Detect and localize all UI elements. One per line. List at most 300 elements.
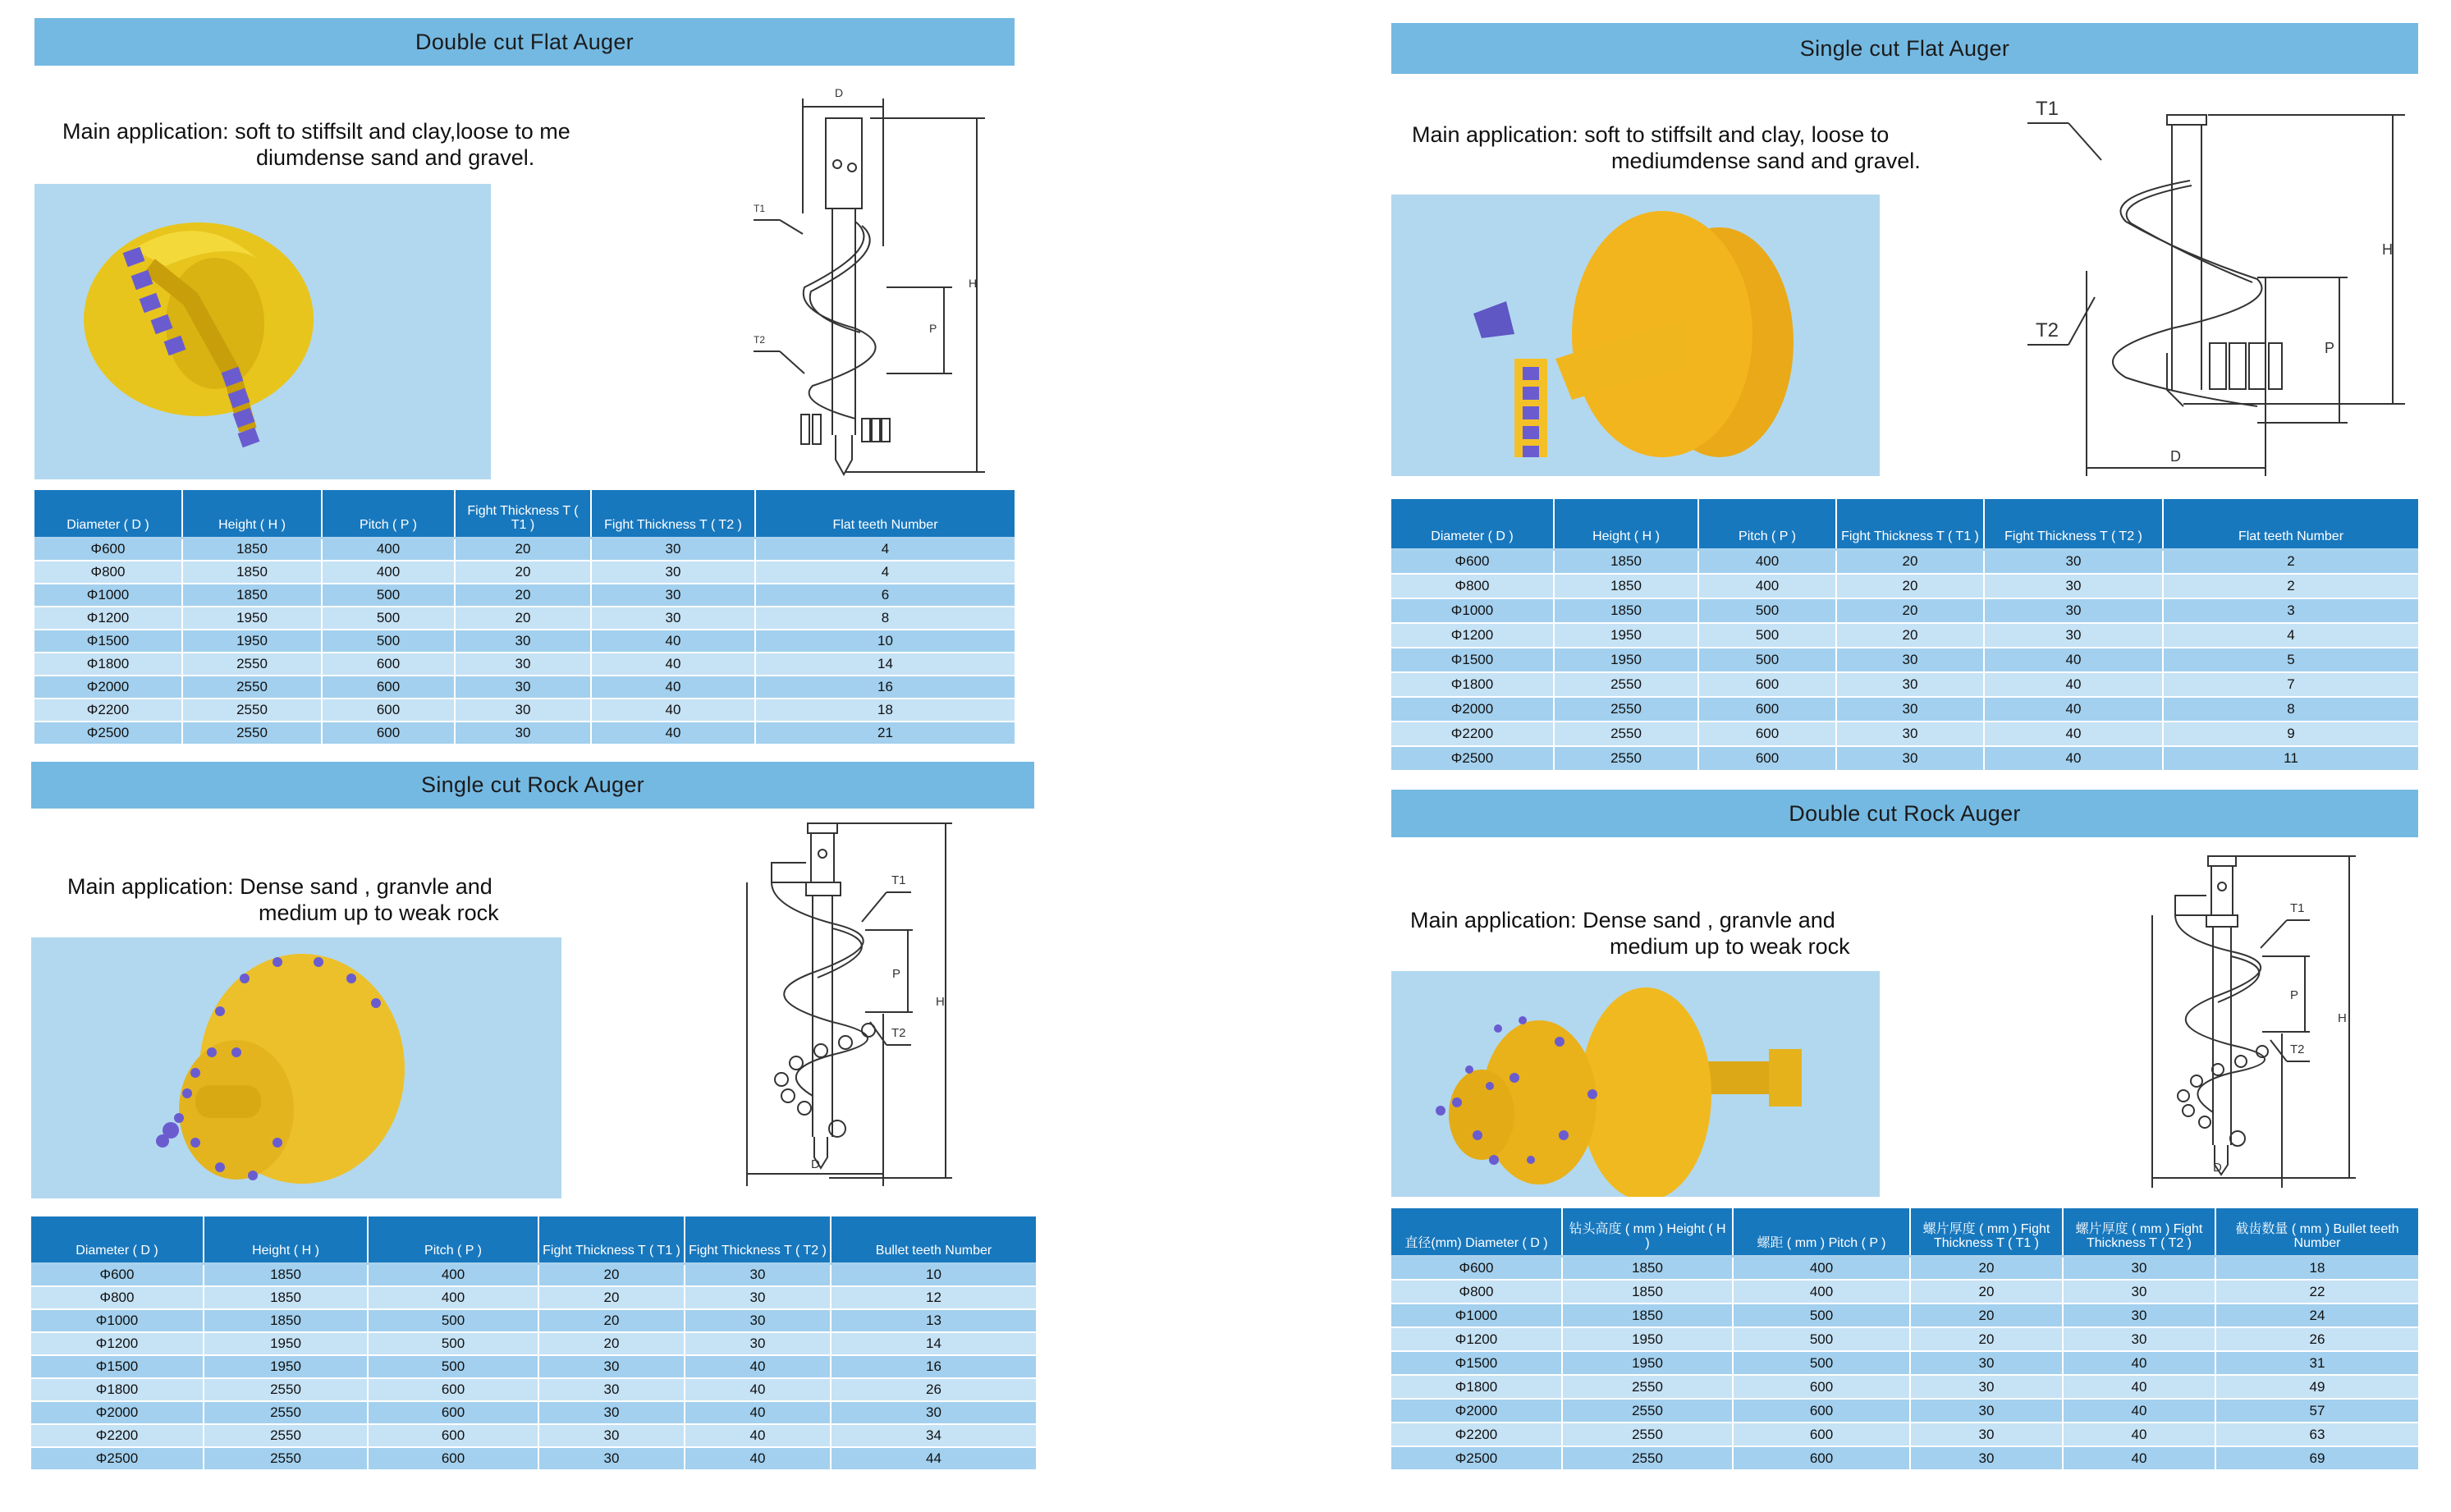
- table-cell: 600: [1698, 697, 1836, 722]
- table-cell: Φ600: [34, 538, 182, 561]
- table-cell: 400: [322, 561, 455, 584]
- table-cell: 500: [1733, 1351, 1910, 1375]
- column-header: Height ( H ): [204, 1216, 368, 1263]
- table-cell: 20: [455, 538, 591, 561]
- table-cell: 1850: [1554, 549, 1698, 574]
- table-cell: 1950: [1554, 648, 1698, 672]
- table-row: [1391, 1256, 2418, 1280]
- table-cell: 1950: [1562, 1327, 1733, 1351]
- table-cell: 2550: [182, 722, 322, 745]
- table-cell: 4: [755, 538, 1015, 561]
- product-photo-single-rock: [31, 937, 561, 1198]
- table-row: [31, 1424, 1036, 1447]
- table-cell: Φ600: [1391, 549, 1554, 574]
- table-cell: 600: [368, 1424, 538, 1447]
- table-row: [1391, 1327, 2418, 1351]
- table-cell: 18: [2215, 1256, 2418, 1280]
- table-cell: 40: [1984, 697, 2163, 722]
- application-line-2: medium up to weak rock: [1610, 934, 1850, 959]
- table-cell: 1950: [1554, 623, 1698, 648]
- table-cell: 10: [755, 630, 1015, 653]
- spec-table-double-rock: [1391, 1208, 2418, 1471]
- table-cell: 11: [2163, 746, 2418, 771]
- table-cell: Φ2200: [34, 699, 182, 722]
- table-cell: 16: [831, 1355, 1036, 1378]
- table-cell: 30: [1836, 722, 1984, 746]
- table-row: [34, 722, 1015, 745]
- table-cell: 18: [755, 699, 1015, 722]
- table-cell: 2550: [1554, 697, 1698, 722]
- table-cell: 40: [2063, 1399, 2215, 1423]
- table-header-row: [31, 1216, 1036, 1263]
- table-cell: 40: [1984, 672, 2163, 697]
- table-cell: 30: [1910, 1351, 2063, 1375]
- table-cell: 4: [2163, 623, 2418, 648]
- table-cell: 30: [1836, 648, 1984, 672]
- table-row: [1391, 598, 2418, 623]
- table-cell: 2: [2163, 549, 2418, 574]
- table-row: [31, 1309, 1036, 1332]
- table-cell: 600: [368, 1401, 538, 1424]
- table-cell: Φ2000: [1391, 697, 1554, 722]
- table-cell: 1850: [204, 1309, 368, 1332]
- table-cell: Φ1200: [31, 1332, 204, 1355]
- auger-photo-icon: [1391, 971, 1880, 1197]
- table-cell: 600: [1698, 722, 1836, 746]
- table-cell: 40: [1984, 746, 2163, 771]
- application-text-single-rock: [67, 873, 642, 926]
- column-header: Fight Thickness T ( T2 ): [1984, 499, 2163, 549]
- table-cell: 600: [322, 653, 455, 676]
- table-cell: Φ1000: [31, 1309, 204, 1332]
- dim-label-p: P: [929, 322, 937, 335]
- table-cell: 40: [591, 722, 755, 745]
- table-cell: Φ1800: [1391, 672, 1554, 697]
- column-header: Bullet teeth Number: [831, 1216, 1036, 1263]
- table-cell: 600: [1698, 672, 1836, 697]
- table-cell: 30: [538, 1378, 685, 1401]
- auger-photo-icon: [34, 184, 491, 479]
- table-cell: 1850: [1562, 1304, 1733, 1327]
- table-cell: 30: [1910, 1375, 2063, 1399]
- table-row: [1391, 1399, 2418, 1423]
- table-cell: 1850: [1562, 1280, 1733, 1304]
- table-cell: 40: [685, 1378, 831, 1401]
- table-cell: Φ2000: [1391, 1399, 1562, 1423]
- table-cell: 26: [831, 1378, 1036, 1401]
- table-cell: 40: [591, 676, 755, 699]
- table-cell: Φ1500: [1391, 1351, 1562, 1375]
- table-cell: 13: [831, 1309, 1036, 1332]
- table-row: [34, 630, 1015, 653]
- table-cell: 30: [538, 1401, 685, 1424]
- table-cell: 2550: [204, 1378, 368, 1401]
- table-cell: 30: [1836, 697, 1984, 722]
- table-row: [34, 653, 1015, 676]
- table-cell: 30: [1910, 1399, 2063, 1423]
- application-line-2: diumdense sand and gravel.: [256, 145, 535, 170]
- table-row: [34, 676, 1015, 699]
- auger-photo-icon: [1391, 195, 1880, 476]
- table-cell: 400: [322, 538, 455, 561]
- table-cell: Φ2500: [34, 722, 182, 745]
- table-cell: 30: [591, 538, 755, 561]
- column-header: 螺片厚度 ( mm ) Fight Thickness T ( T2 ): [2063, 1208, 2215, 1256]
- table-cell: 40: [685, 1401, 831, 1424]
- application-line-1: Main application: Dense sand , granvle and: [67, 874, 492, 899]
- application-line-1: Main application: Dense sand , granvle and: [1410, 908, 1835, 932]
- table-cell: 500: [1733, 1327, 1910, 1351]
- spec-table-single-rock: [31, 1216, 1036, 1471]
- table-cell: 20: [1836, 549, 1984, 574]
- table-cell: 30: [455, 722, 591, 745]
- table-cell: 30: [685, 1332, 831, 1355]
- table-cell: 30: [2063, 1304, 2215, 1327]
- table-cell: 500: [368, 1332, 538, 1355]
- column-header: Fight Thickness T ( T1 ): [455, 490, 591, 538]
- table-cell: 14: [831, 1332, 1036, 1355]
- dim-label-d: D: [834, 86, 844, 99]
- table-cell: 40: [2063, 1446, 2215, 1470]
- table-cell: 20: [455, 561, 591, 584]
- table-cell: 40: [591, 630, 755, 653]
- table-cell: 9: [2163, 722, 2418, 746]
- table-row: [1391, 1423, 2418, 1446]
- dim-label-h: H: [2382, 241, 2393, 258]
- table-cell: 2550: [182, 699, 322, 722]
- table-body: [1391, 549, 2418, 771]
- table-body: [31, 1263, 1036, 1470]
- table-cell: 30: [685, 1263, 831, 1286]
- table-cell: Φ2500: [1391, 746, 1554, 771]
- table-cell: 600: [1733, 1375, 1910, 1399]
- table-row: [31, 1263, 1036, 1286]
- table-row: [1391, 549, 2418, 574]
- table-cell: 24: [2215, 1304, 2418, 1327]
- table-cell: 20: [1910, 1327, 2063, 1351]
- table-cell: 30: [1910, 1446, 2063, 1470]
- table-cell: Φ800: [31, 1286, 204, 1309]
- dim-label-p: P: [892, 967, 901, 981]
- table-cell: 44: [831, 1447, 1036, 1470]
- table-cell: Φ2200: [1391, 1423, 1562, 1446]
- table-cell: 600: [322, 676, 455, 699]
- table-cell: 40: [685, 1447, 831, 1470]
- table-cell: 1950: [182, 607, 322, 630]
- dim-label-t1: T1: [754, 203, 766, 214]
- table-row: [34, 699, 1015, 722]
- table-row: [1391, 672, 2418, 697]
- dim-label-t1: T1: [2036, 98, 2059, 120]
- table-cell: 2550: [182, 653, 322, 676]
- table-cell: Φ1800: [1391, 1375, 1562, 1399]
- column-header: Diameter ( D ): [31, 1216, 204, 1263]
- table-cell: Φ2000: [31, 1401, 204, 1424]
- table-cell: 2550: [1562, 1423, 1733, 1446]
- dim-label-d: D: [811, 1157, 820, 1171]
- table-cell: Φ800: [1391, 574, 1554, 598]
- table-row: [1391, 1280, 2418, 1304]
- table-cell: 2550: [1562, 1375, 1733, 1399]
- table-row: [34, 607, 1015, 630]
- table-cell: 2550: [204, 1447, 368, 1470]
- column-header: Diameter ( D ): [34, 490, 182, 538]
- table-cell: Φ1200: [34, 607, 182, 630]
- table-cell: 12: [831, 1286, 1036, 1309]
- column-header: Pitch ( P ): [368, 1216, 538, 1263]
- table-cell: 400: [368, 1286, 538, 1309]
- table-cell: 63: [2215, 1423, 2418, 1446]
- table-cell: 1950: [182, 630, 322, 653]
- application-line-2: medium up to weak rock: [259, 900, 499, 925]
- column-header: Diameter ( D ): [1391, 499, 1554, 549]
- technical-drawing-double-rock: [2126, 850, 2405, 1194]
- table-cell: 20: [1836, 574, 1984, 598]
- table-cell: Φ1200: [1391, 1327, 1562, 1351]
- table-cell: Φ600: [1391, 1256, 1562, 1280]
- table-cell: 34: [831, 1424, 1036, 1447]
- table-cell: Φ2500: [1391, 1446, 1562, 1470]
- auger-photo-icon: [31, 937, 561, 1198]
- table-row: [34, 538, 1015, 561]
- table-cell: 400: [1698, 549, 1836, 574]
- table-cell: 30: [2063, 1280, 2215, 1304]
- column-header: 钻头高度 ( mm ) Height ( H ): [1562, 1208, 1733, 1256]
- table-cell: 600: [1733, 1399, 1910, 1423]
- column-header: Pitch ( P ): [322, 490, 455, 538]
- table-cell: Φ1500: [31, 1355, 204, 1378]
- table-cell: Φ800: [1391, 1280, 1562, 1304]
- table-cell: 30: [455, 630, 591, 653]
- spec-table-double-flat: [34, 490, 1015, 745]
- table-cell: 30: [538, 1424, 685, 1447]
- column-header: 螺距 ( mm ) Pitch ( P ): [1733, 1208, 1910, 1256]
- table-cell: Φ1500: [34, 630, 182, 653]
- table-cell: 26: [2215, 1327, 2418, 1351]
- table-cell: 14: [755, 653, 1015, 676]
- table-cell: 20: [538, 1286, 685, 1309]
- table-cell: 1950: [204, 1332, 368, 1355]
- table-cell: 30: [1984, 598, 2163, 623]
- table-cell: 20: [455, 607, 591, 630]
- table-cell: 500: [1733, 1304, 1910, 1327]
- table-cell: Φ600: [31, 1263, 204, 1286]
- table-cell: 57: [2215, 1399, 2418, 1423]
- table-cell: 1850: [204, 1263, 368, 1286]
- table-row: [31, 1286, 1036, 1309]
- table-cell: 40: [1984, 648, 2163, 672]
- dim-label-d: D: [2213, 1161, 2222, 1175]
- table-cell: Φ800: [34, 561, 182, 584]
- table-cell: 30: [1836, 672, 1984, 697]
- table-cell: 20: [1910, 1304, 2063, 1327]
- dim-label-p: P: [2290, 988, 2299, 1002]
- table-cell: 500: [368, 1309, 538, 1332]
- table-cell: Φ1000: [1391, 1304, 1562, 1327]
- technical-drawing-single-flat: [2019, 82, 2405, 476]
- table-cell: 600: [322, 699, 455, 722]
- table-row: [31, 1401, 1036, 1424]
- table-cell: 500: [322, 630, 455, 653]
- table-cell: 2550: [204, 1401, 368, 1424]
- table-cell: 30: [1984, 574, 2163, 598]
- table-cell: 500: [1698, 598, 1836, 623]
- table-row: [1391, 1351, 2418, 1375]
- table-cell: 30: [2063, 1327, 2215, 1351]
- table-cell: 40: [685, 1355, 831, 1378]
- column-header: 直径(mm) Diameter ( D ): [1391, 1208, 1562, 1256]
- table-cell: 30: [1910, 1423, 2063, 1446]
- table-cell: 7: [2163, 672, 2418, 697]
- table-body: [34, 538, 1015, 745]
- table-cell: 500: [1698, 623, 1836, 648]
- table-cell: 20: [538, 1263, 685, 1286]
- table-cell: 31: [2215, 1351, 2418, 1375]
- table-cell: 10: [831, 1263, 1036, 1286]
- application-line-1: Main application: soft to stiffsilt and clay,loose to me: [62, 119, 570, 144]
- section-title-double-flat: Double cut Flat Auger: [34, 18, 1015, 66]
- table-cell: 400: [1698, 574, 1836, 598]
- dim-label-t2: T2: [754, 334, 766, 346]
- table-cell: 2550: [1562, 1399, 1733, 1423]
- table-cell: Φ1800: [34, 653, 182, 676]
- table-cell: 20: [1910, 1256, 2063, 1280]
- table-cell: 30: [591, 607, 755, 630]
- table-cell: 1850: [1554, 598, 1698, 623]
- table-cell: 30: [455, 653, 591, 676]
- application-line-2: mediumdense sand and gravel.: [1611, 149, 1921, 173]
- table-cell: 30: [1836, 746, 1984, 771]
- dim-label-t2: T2: [891, 1026, 906, 1040]
- product-photo-double-rock: [1391, 971, 1880, 1197]
- dim-label-t1: T1: [2290, 901, 2305, 915]
- table-cell: 30: [831, 1401, 1036, 1424]
- table-cell: 8: [755, 607, 1015, 630]
- table-cell: 30: [455, 676, 591, 699]
- table-cell: Φ1000: [1391, 598, 1554, 623]
- table-cell: 600: [322, 722, 455, 745]
- table-row: [34, 584, 1015, 607]
- table-cell: 1950: [1562, 1351, 1733, 1375]
- table-row: [34, 561, 1015, 584]
- column-header: Height ( H ): [182, 490, 322, 538]
- table-cell: 400: [368, 1263, 538, 1286]
- table-cell: 1850: [182, 561, 322, 584]
- table-cell: 40: [2063, 1423, 2215, 1446]
- table-row: [1391, 746, 2418, 771]
- table-row: [31, 1378, 1036, 1401]
- table-cell: 40: [2063, 1375, 2215, 1399]
- table-cell: Φ2200: [1391, 722, 1554, 746]
- table-cell: 30: [1984, 623, 2163, 648]
- table-cell: 3: [2163, 598, 2418, 623]
- column-header: Fight Thickness T ( T2 ): [685, 1216, 831, 1263]
- section-title-single-rock: Single cut Rock Auger: [31, 762, 1034, 809]
- table-cell: 30: [538, 1447, 685, 1470]
- table-cell: 2550: [204, 1424, 368, 1447]
- table-cell: 1950: [204, 1355, 368, 1378]
- table-cell: Φ2200: [31, 1424, 204, 1447]
- table-cell: 30: [538, 1355, 685, 1378]
- table-cell: 49: [2215, 1375, 2418, 1399]
- table-cell: 30: [685, 1286, 831, 1309]
- column-header: Fight Thickness T ( T1 ): [1836, 499, 1984, 549]
- column-header: 螺片厚度 ( mm ) Fight Thickness T ( T1 ): [1910, 1208, 2063, 1256]
- table-cell: 20: [1836, 623, 1984, 648]
- section-title-single-flat: Single cut Flat Auger: [1391, 23, 2418, 74]
- table-row: [1391, 1375, 2418, 1399]
- table-cell: 600: [1733, 1423, 1910, 1446]
- table-cell: 20: [538, 1309, 685, 1332]
- table-cell: 400: [1733, 1256, 1910, 1280]
- table-cell: 500: [322, 584, 455, 607]
- application-text-double-rock: [1410, 907, 1985, 960]
- table-cell: 600: [368, 1378, 538, 1401]
- table-row: [31, 1355, 1036, 1378]
- dim-label-h: H: [969, 277, 978, 290]
- table-cell: 40: [1984, 722, 2163, 746]
- table-row: [31, 1332, 1036, 1355]
- table-row: [1391, 697, 2418, 722]
- table-cell: 2550: [1554, 722, 1698, 746]
- column-header: Flat teeth Number: [755, 490, 1015, 538]
- table-cell: 30: [2063, 1256, 2215, 1280]
- application-text-double-flat: [62, 118, 686, 171]
- table-cell: Φ1200: [1391, 623, 1554, 648]
- section-title-double-rock: Double cut Rock Auger: [1391, 790, 2418, 837]
- table-cell: 2550: [1554, 746, 1698, 771]
- table-cell: Φ1800: [31, 1378, 204, 1401]
- dim-label-t2: T2: [2036, 319, 2059, 341]
- table-cell: Φ2000: [34, 676, 182, 699]
- column-header: Fight Thickness T ( T2 ): [591, 490, 755, 538]
- table-cell: 5: [2163, 648, 2418, 672]
- table-cell: 20: [1910, 1280, 2063, 1304]
- table-cell: 6: [755, 584, 1015, 607]
- dim-label-h: H: [936, 995, 945, 1009]
- application-text-single-flat: [1412, 121, 2003, 174]
- table-cell: 16: [755, 676, 1015, 699]
- table-cell: 30: [685, 1309, 831, 1332]
- table-cell: 1850: [1562, 1256, 1733, 1280]
- table-cell: 600: [368, 1447, 538, 1470]
- table-cell: 400: [1733, 1280, 1910, 1304]
- table-cell: 40: [591, 699, 755, 722]
- table-cell: 2550: [182, 676, 322, 699]
- table-row: [1391, 648, 2418, 672]
- table-cell: 1850: [182, 584, 322, 607]
- table-cell: 20: [455, 584, 591, 607]
- column-header: 截齿数量 ( mm ) Bullet teeth Number: [2215, 1208, 2418, 1256]
- table-cell: 40: [685, 1424, 831, 1447]
- table-cell: 30: [591, 584, 755, 607]
- table-cell: 30: [1984, 549, 2163, 574]
- column-header: Pitch ( P ): [1698, 499, 1836, 549]
- table-header-row: [1391, 499, 2418, 549]
- table-cell: Φ1500: [1391, 648, 1554, 672]
- table-body: [1391, 1256, 2418, 1470]
- spec-table-single-flat: [1391, 499, 2418, 772]
- table-cell: 40: [2063, 1351, 2215, 1375]
- table-cell: 20: [1836, 598, 1984, 623]
- table-header-row: [34, 490, 1015, 538]
- dim-label-h: H: [2338, 1011, 2347, 1025]
- product-photo-double-flat: [34, 184, 491, 479]
- table-cell: 21: [755, 722, 1015, 745]
- technical-drawing-single-rock: [722, 817, 1001, 1194]
- column-header: Fight Thickness T ( T1 ): [538, 1216, 685, 1263]
- product-photo-single-flat: [1391, 195, 1880, 476]
